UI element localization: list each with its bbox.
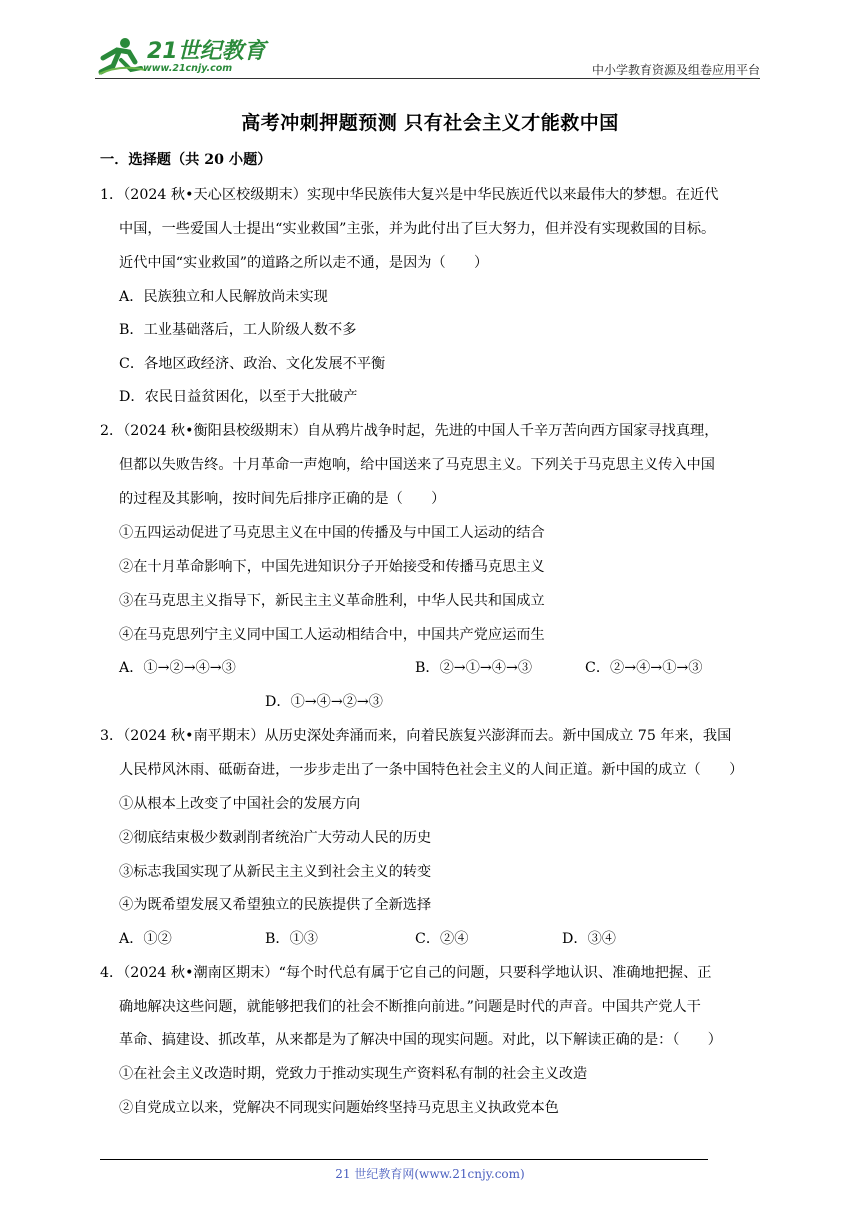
question-4-statement-2: ②自党成立以来，党解决不同现实问题始终坚持马克思主义执政党本色 xyxy=(119,1100,559,1116)
question-2-stem-line: 2．（2024 秋•衡阳县校级期末）自从鸦片战争时起，先进的中国人千辛万苦向西方国家寻找真理， xyxy=(100,423,719,439)
question-1-option-a[interactable]: A．民族独立和人民解放尚未实现 xyxy=(119,289,328,305)
footer-link[interactable]: 21 世纪教育网(www.21cnjy.com) xyxy=(335,1167,525,1181)
runner-icon xyxy=(95,36,147,76)
question-2-option-a[interactable]: A．①→②→④→③ xyxy=(119,660,236,676)
question-3-stem-line: 人民栉风沐雨、砥砺奋进，一步步走出了一条中国特色社会主义的人间正道。新中国的成立（ ） xyxy=(119,762,744,778)
question-2-statement-1: ①五四运动促进了马克思主义在中国的传播及与中国工人运动的结合 xyxy=(119,525,545,541)
question-2-statement-3: ③在马克思主义指导下，新民主主义革命胜利，中华人民共和国成立 xyxy=(119,593,545,609)
question-2-statement-2: ②在十月革命影响下，中国先进知识分子开始接受和传播马克思主义 xyxy=(119,559,545,575)
question-3-option-c[interactable]: C．②④ xyxy=(415,931,469,947)
question-2-option-b[interactable]: B．②→①→④→③ xyxy=(415,660,533,676)
footer-divider xyxy=(100,1159,708,1160)
question-2-option-c[interactable]: C．②→④→①→③ xyxy=(585,660,703,676)
page-title: 高考冲刺押题预测 只有社会主义才能救中国 xyxy=(241,112,619,134)
logo-text: 21世纪教育 xyxy=(147,39,266,64)
page-header xyxy=(95,28,760,80)
header-divider xyxy=(95,78,760,79)
question-1-option-b[interactable]: B．工业基础落后，工人阶级人数不多 xyxy=(119,322,357,338)
platform-label: 中小学教育资源及组卷应用平台 xyxy=(591,63,760,77)
question-4-stem-line: 4．（2024 秋•潮南区期末）“每个时代总有属于它自己的问题，只要科学地认识、准确地把握、正 xyxy=(100,965,712,981)
question-3-option-b[interactable]: B．①③ xyxy=(265,931,318,947)
question-3-stem-line: 3．（2024 秋•南平期末）从历史深处奔涌而来，向着民族复兴澎湃而去。新中国成立 75 年来，我国 xyxy=(100,728,732,744)
question-4-stem-line: 确地解决这些问题，就能够把我们的社会不断推向前进。”问题是时代的声音。中国共产党人干 xyxy=(119,999,701,1015)
question-4-stem-line: 革命、搞建设、抓改革，从来都是为了解决中国的现实问题。对此，以下解读正确的是：（ ） xyxy=(119,1032,722,1048)
site-logo xyxy=(95,34,265,78)
question-2-statement-4: ④在马克思列宁主义同中国工人运动相结合中，中国共产党应运而生 xyxy=(119,627,545,643)
question-1-stem-line: 1．（2024 秋•天心区校级期末）实现中华民族伟大复兴是中华民族近代以来最伟大的梦想。在近代 xyxy=(100,187,719,203)
question-3-option-a[interactable]: A．①② xyxy=(119,931,172,947)
question-3-statement-3: ③标志我国实现了从新民主主义到社会主义的转变 xyxy=(119,864,432,880)
question-2-stem-line: 但都以失败告终。十月革命一声炮响，给中国送来了马克思主义。下列关于马克思主义传入中国 xyxy=(119,457,715,473)
question-3-option-d[interactable]: D．③④ xyxy=(562,931,616,947)
question-3-statement-1: ①从根本上改变了中国社会的发展方向 xyxy=(119,796,361,812)
logo-url: www.21cnjy.com xyxy=(143,63,233,74)
question-1-stem-line: 近代中国“实业救国”的道路之所以走不通，是因为（ ） xyxy=(119,255,489,271)
question-1-stem-line: 中国，一些爱国人士提出“实业救国”主张，并为此付出了巨大努力，但并没有实现救国的目标。 xyxy=(119,221,716,237)
question-2-option-d[interactable]: D．①→④→②→③ xyxy=(265,694,383,710)
question-3-statement-4: ④为既希望发展又希望独立的民族提供了全新选择 xyxy=(119,897,432,913)
section-heading: 一．选择题（共 20 小题） xyxy=(100,152,272,168)
question-2-stem-line: 的过程及其影响，按时间先后排序正确的是（ ） xyxy=(119,491,446,507)
question-4-statement-1: ①在社会主义改造时期，党致力于推动实现生产资料私有制的社会主义改造 xyxy=(119,1066,588,1082)
question-1-option-d[interactable]: D．农民日益贫困化，以至于大批破产 xyxy=(119,389,358,405)
question-3-statement-2: ②彻底结束极少数剥削者统治广大劳动人民的历史 xyxy=(119,830,432,846)
question-1-option-c[interactable]: C．各地区政经济、政治、文化发展不平衡 xyxy=(119,356,386,372)
